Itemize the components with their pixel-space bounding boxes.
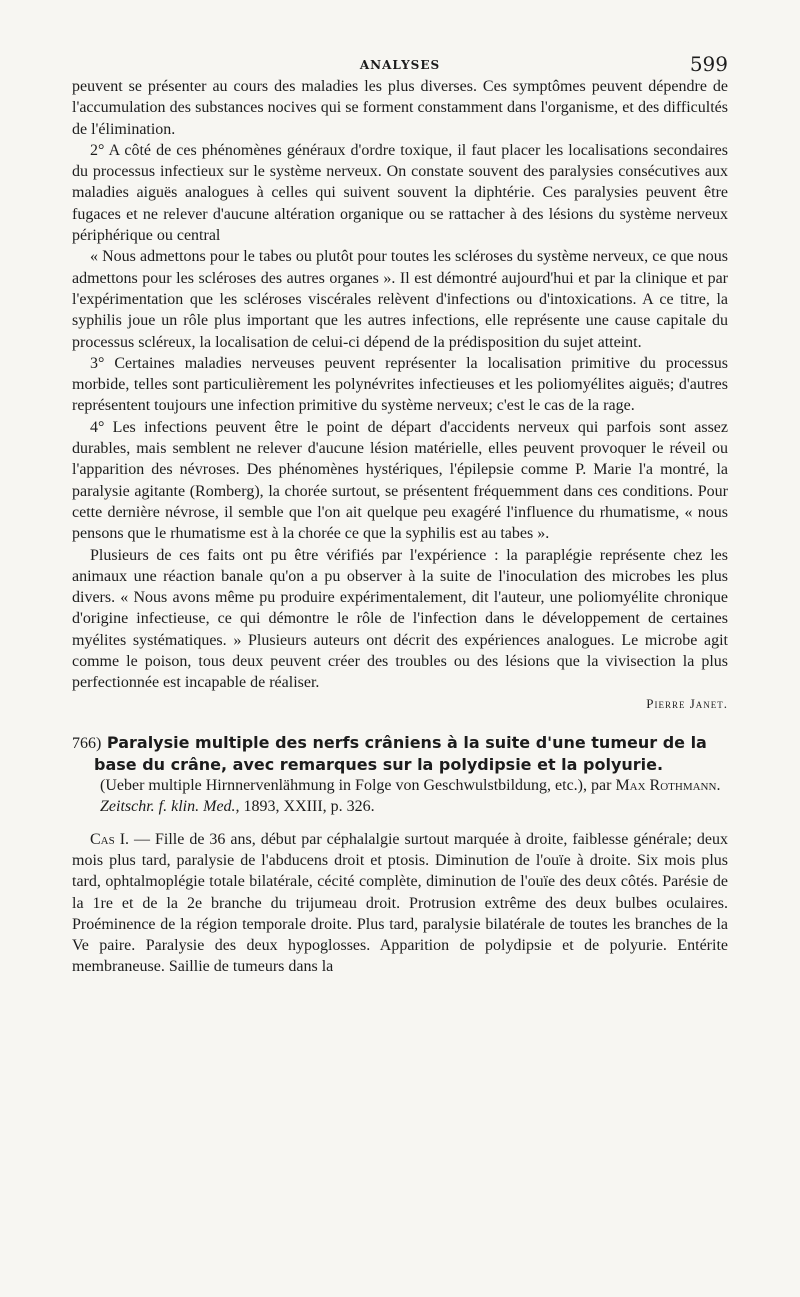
header-title: ANALYSES: [359, 58, 441, 72]
article-title-text: Paralysie multiple des nerfs crâniens à la suite d'une tumeur de la base du crâne, avec remarques sur la polydipsie et la polyurie.: [94, 732, 707, 774]
article-title: [72, 732, 728, 775]
ref-journal: Zeitschr. f. klin. Med.,: [100, 797, 240, 815]
article-number: 766): [72, 734, 102, 752]
running-header: [72, 50, 728, 76]
signature: Pierre Janet.: [646, 695, 728, 711]
paragraph-5: 4° Les infections peuvent être le point de départ d'accidents nerveux qui parfois sont assez durables, mais semblent ne relever d'aucune lésion matérielle, elles peuvent provoquer le réveil ou l'apparition des névroses. Des phénomènes hystériques, l'épilepsie comme P. Marie l'a montré, la paralysie agitante (Romberg), la chorée surtout, se présentent fréquemment dans ces conditions. Pour cette dernière névrose, il semble que l'on ait quelque peu exagéré l'influence du rhumatisme, « nous pensons que le rhumatisme est à la chorée ce que la syphilis est au tabes ».: [72, 418, 728, 543]
case-text: — Fille de 36 ans, début par céphalalgie surtout marquée à droite, faiblesse générale; deux mois plus tard, paralysie de l'abducens droit et ptosis. Diminution de l'ouïe à droite. Six mois plus tard, ophtalmoplégie totale bilatérale, cécité complète, diminution de l'ouïe des deux côtés. Parésie de la 1re et de la 2e branche du trijumeau droit. Protrusion extrême des deux bulbes oculaires. Proéminence de la région temporale droite. Plus tard, paralysie bilatérale de toutes les branches de la Ve paire. Paralysie des deux hypoglosses. Apparition de polydipsie et de polyurie. Entérite membraneuse. Saillie de tumeurs dans la: [72, 830, 729, 976]
page-number: 599: [689, 52, 728, 76]
paragraph-3: « Nous admettons pour le tabes ou plutôt pour toutes les scléroses du système nerveux, ce que nous admettons pour les scléroses des autres organes ». Il est démontré aujourd'hui et par la clinique et par l'expérimentation que les scléroses viscérales relèvent d'infections ou d'intoxications. A ce titre, la syphilis joue un rôle plus important que les autres infections, elle représente une cause capitale du processus scléreux, la localisation de celui-ci dépend de la prédisposition du sujet atteint.: [72, 248, 728, 351]
ref-citation: 1893, XXIII, p. 326.: [243, 797, 375, 815]
paragraph-6: Plusieurs de ces faits ont pu être vérifiés par l'expérience : la paraplégie représente chez les animaux une réaction banale qu'on a pu observer à la suite de l'inoculation des microbes les plus divers. « Nous avons même pu produire expérimentalement, dit l'auteur, une poliomyélite chronique d'origine infectieuse, ce qui démontre le rôle de l'infection dans le développement de certaines myélites systématiques. » Plusieurs auteurs ont décrit des expériences analogues. Le microbe agit comme le poison, tous deux peuvent créer des troubles ou des lésions que la vivisection la plus perfectionnée est incapable de réaliser.: [72, 546, 728, 692]
case-paragraph: [72, 829, 728, 978]
ref-author: Max Rothmann.: [615, 776, 721, 794]
case-label: Cas I.: [90, 830, 130, 848]
paragraph-4: 3° Certaines maladies nerveuses peuvent représenter la localisation primitive du processus morbide, telles sont particulièrement les polynévrites infectieuses et les poliomyélites aiguës; d'autres représentent toujours une infection primitive du système nerveux; c'est le cas de la rage.: [72, 354, 728, 415]
page: [72, 50, 728, 978]
article-reference: [72, 775, 728, 817]
ref-original-title: (Ueber multiple Hirnnervenlähmung in Folge von Geschwulstbildung, etc.), par: [100, 776, 612, 794]
paragraph-2: 2° A côté de ces phénomènes généraux d'ordre toxique, il faut placer les localisations secondaires du processus infectieux sur le système nerveux. On constate souvent des paralysies consécutives aux maladies aiguës analogues à celles qui suivent souvent la diphtérie. Ces paralysies peuvent être fugaces et ne relever d'aucune altération organique ou se rattacher à des lésions du système nerveux périphérique ou central: [72, 141, 728, 245]
paragraph-1: peuvent se présenter au cours des maladies les plus diverses. Ces symptômes peuvent dépendre de l'accumulation des substances nocives qui se forment constamment dans l'organisme, et des difficultés de l'élimination.: [72, 78, 728, 138]
